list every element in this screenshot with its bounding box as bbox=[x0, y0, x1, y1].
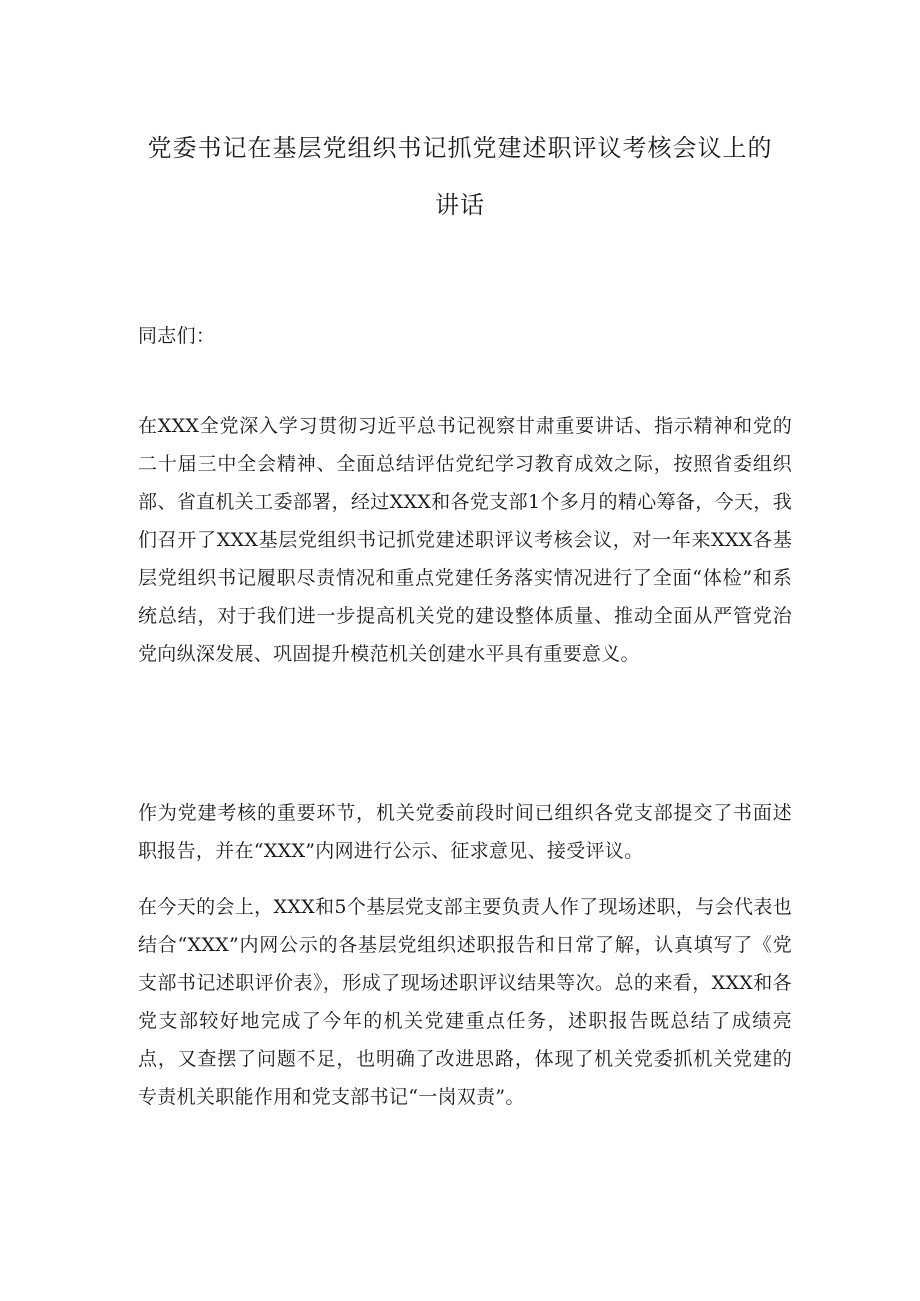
paragraph-1: 在XXX全党深入学习贯彻习近平总书记视察甘肃重要讲话、指示精神和党的二十届三中全会精神、全面总结评估党纪学习教育成效之际，按照省委组织部、省直机关工委部署，经过XXX和各党支部1个多月的精心筹备，今天，我们召开了XXX基层党组织书记抓党建述职评议考核会议，对一年来XXX各基层党组织书记履职尽责情况和重点党建任务落实情况进行了全面“体检”和系统总结，对于我们进一步提高机关党的建设整体质量、推动全面从严管党治党向纵深发展、巩固提升模范机关创建水平具有重要意义。 bbox=[138, 415, 792, 665]
salutation: 同志们： bbox=[138, 325, 216, 347]
document-title-line-1: 党委书记在基层党组织书记抓党建述职评议考核会议上的 bbox=[147, 134, 773, 162]
paragraph-2: 作为党建考核的重要环节，机关党委前段时间已组织各党支部提交了书面述职报告，并在“XXX”内网进行公示、征求意见、接受评议。 bbox=[138, 802, 792, 862]
paragraph-3: 在今天的会上，XXX和5个基层党支部主要负责人作了现场述职，与会代表也结合“XXX”内网公示的各基层党组织述职报告和日常了解，认真填写了《党支部书记述职评价表》，形成了现场述职评议结果等次。总的来看，XXX和各党支部较好地完成了今年的机关党建重点任务，述职报告既总结了成绩亮点，又查摆了问题不足，也明确了改进思路，体现了机关党委抓机关党建的专责机关职能作用和党支部书记“一岗双责”。 bbox=[138, 896, 792, 1108]
document-title-line-2: 讲话 bbox=[435, 191, 485, 219]
